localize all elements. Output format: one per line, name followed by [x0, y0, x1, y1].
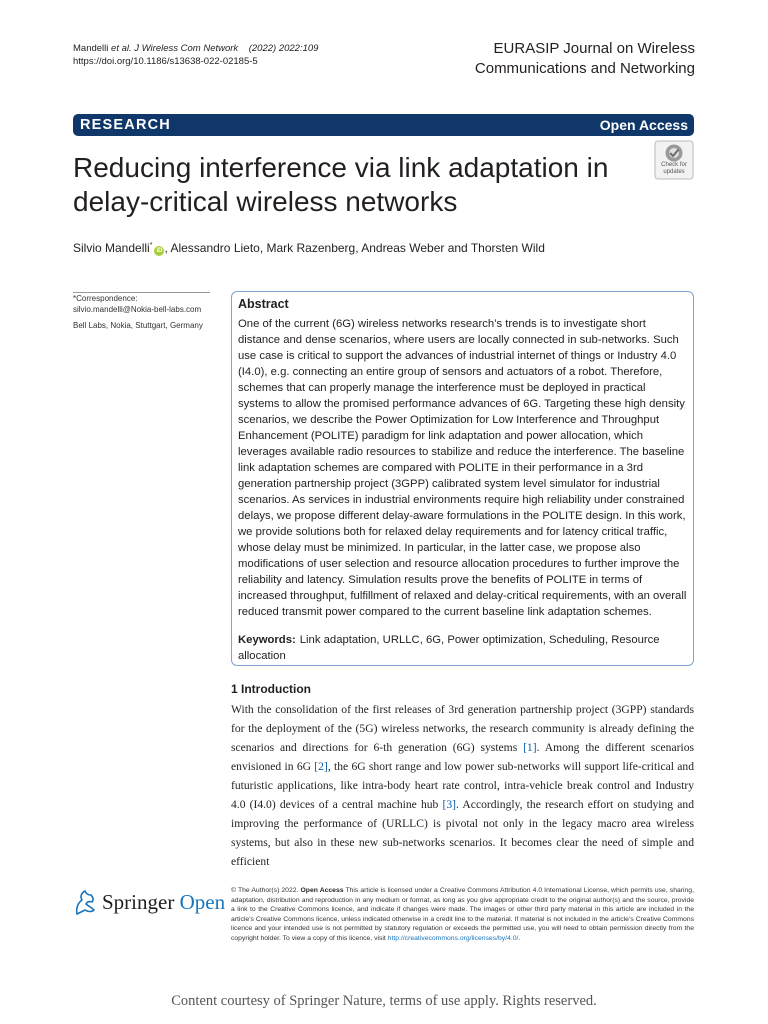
correspondence-marker: *	[149, 242, 153, 249]
section-heading-introduction: 1 Introduction	[231, 682, 311, 696]
author-list	[73, 238, 545, 256]
citation-ref-2[interactable]: [2]	[314, 760, 328, 773]
license-text: This article is licensed under a Creative Commons Attribution 4.0 International License, which permits use, sharing, adaptation, distribution and reproduction in any medium or format, as long as you give appropriate credit to the original author(s) and the source, provide a link to the Creative Commons licence, and indicate if changes were made. The images or other third party material in this article are included in the article’s Creative Commons licence, unless indicated otherwise in a credit line to the material. If material is not included in the article’s Creative Commons licence and your intended use is not permitted by statutory regulation or exceeds the permitted use, you will need to obtain permission directly from the copyright holder. To view a copy of this licence, visit	[231, 887, 694, 942]
citation-journal: et al. J Wireless Com Network	[111, 43, 239, 54]
citation-ref-3[interactable]: [3]	[442, 798, 457, 811]
springer-horse-icon	[73, 888, 97, 916]
keywords	[238, 632, 688, 664]
article-type-label: RESEARCH	[80, 117, 171, 133]
doi-link[interactable]: https://doi.org/10.1186/s13638-022-02185-5	[73, 56, 258, 67]
journal-title	[395, 39, 695, 79]
introduction-paragraph	[231, 700, 694, 871]
citation-year: (2022) 2022:109	[248, 43, 319, 54]
license-end: .	[518, 934, 521, 942]
correspondence-note	[73, 294, 213, 331]
springer-open-logo	[73, 888, 225, 916]
publisher-name: Springer	[102, 889, 175, 914]
journal-title-line1: EURASIP Journal on Wireless	[493, 40, 695, 57]
article-title: Reducing interference via link adaptation in delay-critical wireless networks	[73, 152, 609, 217]
check-updates-line2: updates	[663, 168, 685, 175]
license-link[interactable]: http://creativecommons.org/licenses/by/4.0/	[387, 934, 519, 942]
journal-title-line2: Communications and Networking	[474, 60, 695, 77]
orcid-icon[interactable]: iD	[156, 248, 163, 254]
license-copyright: © The Author(s) 2022.	[231, 887, 301, 894]
abstract-text: One of the current (6G) wireless networks research’s trends is to investigate short distance and dense scenarios, where users are locally connected in sub-networks. Such use case is critical to support the advances of industrial internet of things or Industry 4.0 (I4.0), e.g. connecting an entire group of sensors and actuators of a robot. Therefore, schemes that can properly manage the interference must be deployed in practical systems to allow the promised performance advances of 6G. Targeting these high density scenarios, we describe the Power Optimization for Low Interference and Throughput Enhancement (POLITE) paradigm for link adaptation and power allocation, which leverages available radio resources to stabilize and reduce the interference. The baseline link adaptation schemes are compared with POLITE in their performance in a 3rd generation partnership project (3GPP) calibrated system level simulator for industrial scenarios. As services in industrial environments require high reliability under constrained delays, we propose different delay-aware formulations in the POLITE design. In this work, we provide solutions both for relaxed delay requirements and for latency critical traffic, whose delay must be minimized. In particular, in the latter case, we propose also modifications of user selection and resource allocation procedures to further improve the reliability and latency. Simulation results prove the benefits of POLITE in terms of increased throughput, fulfillment of relaxed and delay-critical requirements, with an overall reduced transmit power compared to the current baseline link adaptation schemes.	[238, 318, 687, 618]
citation-line	[73, 42, 318, 55]
correspondence-label: *Correspondence:	[73, 294, 138, 303]
citation-ref-1[interactable]: [1]	[523, 741, 537, 754]
keywords-list: Link adaptation, URLLC, 6G, Power optimization, Scheduling, Resource allocation	[238, 634, 660, 662]
author-first[interactable]: Silvio Mandelli	[73, 241, 150, 255]
check-updates-line1: Check for	[661, 162, 687, 168]
open-access-label: Open Access	[599, 117, 688, 133]
sidebar-divider	[73, 292, 210, 293]
intro-text-4: . Accordingly, the research effort on studying and improving the performance of (URLLC) is pivotal not only in the legacy macro area wireless systems, but also in these new sub-networks scenarios. It becomes clear the need of simple and efficient	[231, 798, 694, 868]
check-for-updates-badge[interactable]	[654, 140, 694, 180]
intro-text-1: With the consolidation of the first releases of 3rd generation partnership project (3GPP) standards for the deployment of the (5G) wireless networks, the research community is already defining the scenarios and directions for 6-th generation (6G) systems	[231, 703, 694, 754]
publisher-open: Open	[179, 889, 226, 914]
abstract-heading: Abstract	[238, 297, 289, 311]
keywords-label: Keywords:	[238, 634, 296, 646]
correspondence-email[interactable]: silvio.mandelli@Nokia-bell-labs.com	[73, 304, 202, 314]
citation-authors: Mandelli	[73, 43, 112, 54]
check-updates-text	[654, 162, 694, 175]
intro-text-2: . Among the different scenarios envisioned in 6G	[231, 741, 694, 773]
affiliation: Bell Labs, Nokia, Stuttgart, Germany	[73, 320, 203, 330]
license-notice	[231, 886, 694, 944]
author-others: , Alessandro Lieto, Mark Razenberg, Andreas Weber and Thorsten Wild	[164, 241, 545, 255]
intro-text-3: , the 6G short range and low power sub-networks will support life-critical and futuristic applications, like intra-body heart rate control, intra-vehicle break control and Industry 4.0 (I4.0) devices of a central machine hub	[231, 760, 694, 811]
citation-meta	[73, 42, 318, 68]
license-open-access: Open Access	[300, 887, 344, 894]
courtesy-notice: Content courtesy of Springer Nature, terms of use apply. Rights reserved.	[171, 993, 597, 1009]
